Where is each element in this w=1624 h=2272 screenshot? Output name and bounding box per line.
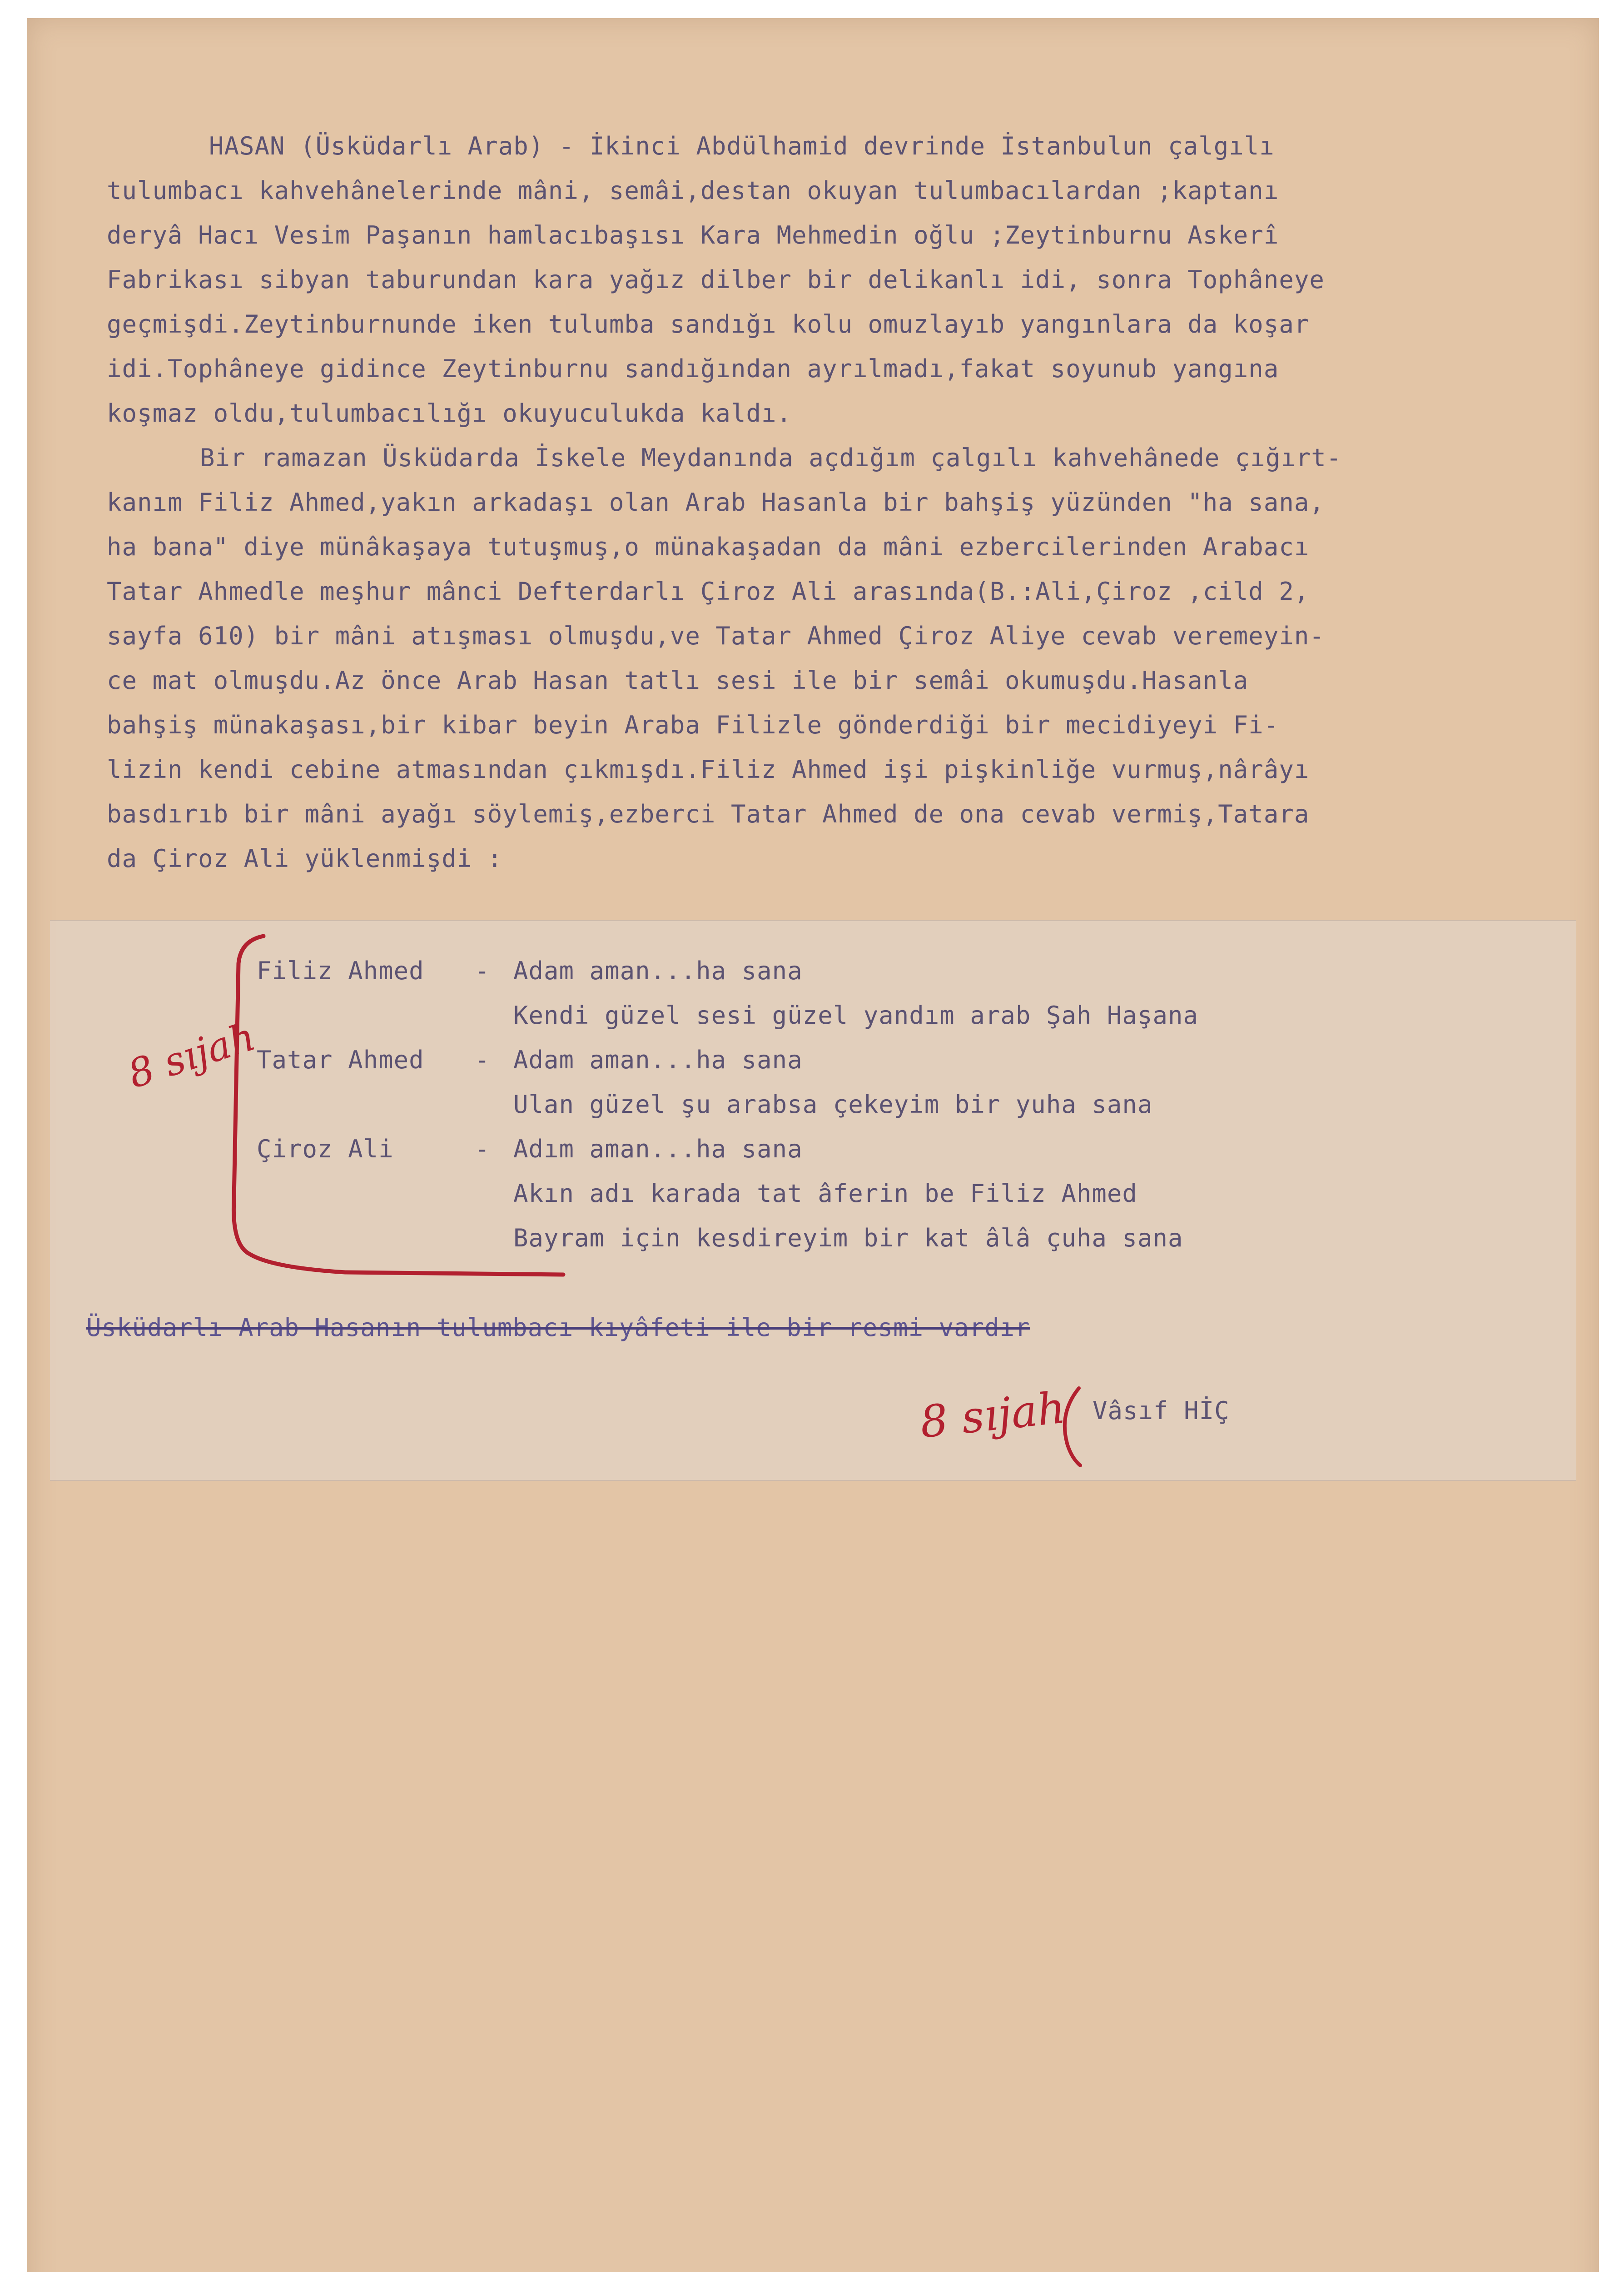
paragraph2-line: ha bana" diye münâkaşaya tutuşmuş,o münakaşadan da mâni ezbercilerinden Arabacı bbox=[107, 533, 1310, 561]
verse-line: Akın adı karada tat âferin be Filiz Ahmed bbox=[513, 1179, 1137, 1208]
paragraph2-line: kanım Filiz Ahmed,yakın arkadaşı olan Arab Hasanla bir bahşiş yüzünden "ha sana, bbox=[107, 488, 1325, 517]
paragraph1-line: idi.Tophâneye gidince Zeytinburnu sandığından ayrılmadı,fakat soyunub yangına bbox=[107, 354, 1279, 383]
verse-line: Adım aman...ha sana bbox=[513, 1135, 803, 1163]
verse-dash: - bbox=[475, 1135, 490, 1163]
verse-line: Adam aman...ha sana bbox=[513, 1046, 803, 1074]
verse-line: Bayram için kesdireyim bir kat âlâ çuha sana bbox=[513, 1224, 1183, 1252]
paragraph2-line: Tatar Ahmedle meşhur mânci Defterdarlı Çiroz Ali arasında(B.:Ali,Çiroz ,cild 2, bbox=[107, 577, 1310, 606]
margin-handwritten-note: 8 sıjah bbox=[123, 1014, 261, 1098]
signature-handwritten-note: 8 sıjah bbox=[918, 1382, 1068, 1448]
paragraph1-line: deryâ Hacı Vesim Paşanın hamlacıbaşısı Kara Mehmedin oğlu ;Zeytinburnu Askerî bbox=[107, 221, 1279, 249]
verse-speaker: Tatar Ahmed bbox=[257, 1046, 424, 1074]
paragraph1-line: tulumbacı kahvehânelerinde mâni, semâi,destan okuyan tulumbacılardan ;kaptanı bbox=[107, 176, 1279, 205]
verse-line: Ulan güzel şu arabsa çekeyim bir yuha sana bbox=[513, 1090, 1153, 1119]
paragraph1-line: HASAN (Üsküdarlı Arab) - İkinci Abdülhamid devrinde İstanbulun çalgılı bbox=[209, 132, 1275, 160]
paragraph2-line: bahşiş münakaşası,bir kibar beyin Araba Filizle gönderdiği bir mecidiyeyi Fi- bbox=[107, 711, 1279, 739]
paragraph1-line: koşmaz oldu,tulumbacılığı okuyuculukda kaldı. bbox=[107, 399, 792, 428]
verse-speaker: Filiz Ahmed bbox=[257, 957, 424, 985]
document-sheet bbox=[27, 18, 1599, 2272]
paragraph1-line: Fabrikası sibyan taburundan kara yağız dilber bir delikanlı idi, sonra Tophâneye bbox=[107, 265, 1325, 294]
verse-dash: - bbox=[475, 1046, 490, 1074]
verse-dash: - bbox=[475, 957, 490, 985]
signature-name: Vâsıf HİÇ bbox=[1093, 1396, 1230, 1425]
paragraph2-line: da Çiroz Ali yüklenmişdi : bbox=[107, 844, 503, 873]
verse-speaker: Çiroz Ali bbox=[257, 1135, 394, 1163]
paragraph1-line: geçmişdi.Zeytinburnunde iken tulumba sandığı kolu omuzlayıb yangınlara da koşar bbox=[107, 310, 1310, 339]
verse-line: Adam aman...ha sana bbox=[513, 957, 803, 985]
verse-line: Kendi güzel sesi güzel yandım arab Şah Haşana bbox=[513, 1001, 1198, 1030]
paragraph2-line: lizin kendi cebine atmasından çıkmışdı.Filiz Ahmed işi pişkinliğe vurmuş,nârâyı bbox=[107, 755, 1310, 784]
paragraph2-line: ce mat olmuşdu.Az önce Arab Hasan tatlı sesi ile bir semâi okumuşdu.Hasanla bbox=[107, 666, 1249, 695]
struck-out-line: Üsküdarlı Arab Hasanın tulumbacı kıyâfeti ile bir resmi vardır bbox=[86, 1313, 1030, 1342]
paragraph2-line: basdırıb bir mâni ayağı söylemiş,ezberci Tatar Ahmed de ona cevab vermiş,Tatara bbox=[107, 800, 1310, 828]
paragraph2-line: Bir ramazan Üsküdarda İskele Meydanında açdığım çalgılı kahvehânede çığırt- bbox=[200, 443, 1342, 472]
paragraph2-line: sayfa 610) bir mâni atışması olmuşdu,ve Tatar Ahmed Çiroz Aliye cevab veremeyin- bbox=[107, 622, 1325, 650]
